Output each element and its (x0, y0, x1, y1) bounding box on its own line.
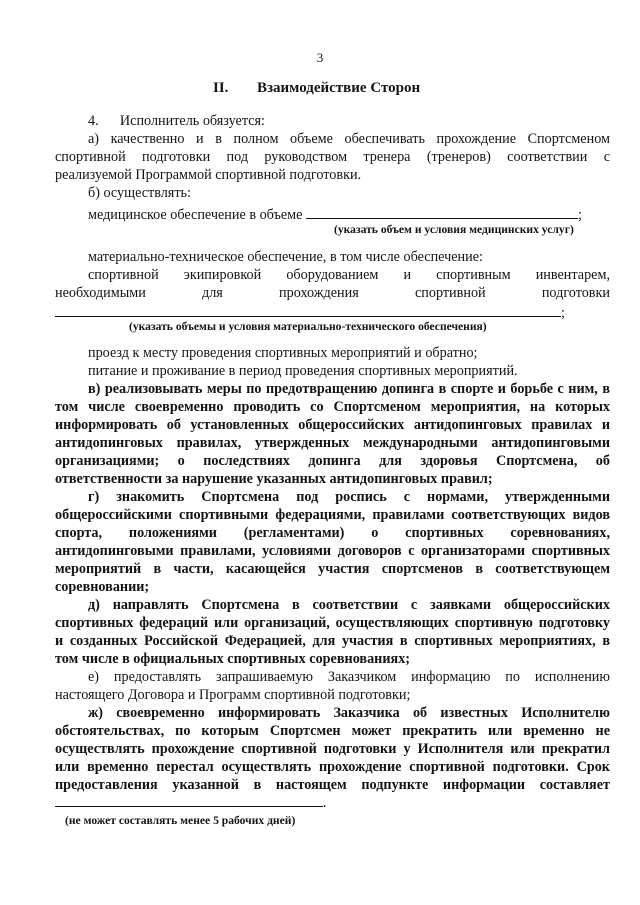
food-lodging-line: питание и проживание в период проведения спортивных мероприятий. (88, 363, 518, 379)
clause-v-line-4: антидопинговых правилах, утвержденных международными антидопинговыми (55, 435, 610, 451)
section-heading (213, 80, 420, 97)
material-support-line-1: спортивной экипировкой оборудованием и спортивным инвентарем, (88, 267, 610, 283)
clause-zh-line-5: предоставления указанной в настоящем подпункте информации составляет (55, 777, 610, 793)
clause-v-line-5: организациями; о последствиях допинга для здоровья Спортсмена, об (55, 453, 610, 469)
clause-v-line-6: ответственности за нарушение указанных антидопинговых правил; (55, 471, 493, 487)
medical-support-blank[interactable] (306, 205, 578, 219)
clause-zh-line-4: или временно перестал осуществлять прохождение спортивной подготовки. Срок (55, 759, 610, 775)
deadline-end: . (323, 795, 327, 811)
clause-4-heading: 4. Исполнитель обязуется: (88, 113, 265, 129)
material-support-caption: (указать объемы и условия материально-технического обеспечения) (129, 320, 487, 333)
clause-zh-line-2: обстоятельствах, по которым Спортсмен может прекратить или временно не (55, 723, 610, 739)
clause-g-line-4: антидопинговыми правилами, условиями договоров с организаторами спортивных (55, 543, 610, 559)
clause-a-line-2: спортивной подготовки под руководством тренера (тренеров) соответствии с (55, 149, 610, 165)
material-support-line-2: необходимыми для прохождения спортивной подготовки (55, 285, 610, 301)
medical-support-label: медицинское обеспечение в объеме (88, 207, 303, 223)
clause-d-line-3: и созданных Российской Федерацией, для участия в спортивных мероприятиях, в (55, 633, 610, 649)
clause-d-line-1: д) направлять Спортсмена в соответствии с заявками общероссийских (88, 597, 610, 613)
clause-zh-line-1: ж) своевременно информировать Заказчика об известных Исполнителю (88, 705, 610, 721)
material-support-blank-line (55, 303, 610, 321)
section-number: II. (213, 80, 229, 96)
clause-d-line-4: том числе в официальных спортивных соревнованиях; (55, 651, 411, 667)
clause-d-line-2: спортивных федераций или организаций, осуществляющих спортивную подготовку (55, 615, 610, 631)
material-support-end: ; (561, 305, 565, 321)
clause-g-line-6: соревновании; (55, 579, 150, 595)
material-support-heading: материально-техническое обеспечение, в том числе обеспечение: (88, 249, 483, 265)
clause-g-line-3: спорта, положениями (регламентами) о спортивных соревнованиях, (55, 525, 610, 541)
clause-v-line-3: информировать об установленных общероссийских антидопинговых правилах и (55, 417, 610, 433)
clause-v-line-2: том числе своевременно проводить со Спортсменом мероприятия, на которых (55, 399, 610, 415)
medical-support-line (88, 205, 610, 223)
clause-b-heading: б) осуществлять: (88, 185, 191, 201)
clause-a-line-3: реализуемой Программой спортивной подготовки. (55, 167, 362, 183)
clause-e-line-2: настоящего Договора и Программ спортивной подготовки; (55, 687, 411, 703)
clause-v-line-1: в) реализовывать меры по предотвращению допинга в спорте и борьбе с ним, в (88, 381, 610, 397)
deadline-caption: (не может составлять менее 5 рабочих дней) (65, 814, 296, 827)
travel-line: проезд к месту проведения спортивных мероприятий и обратно; (88, 345, 478, 361)
medical-support-end: ; (578, 207, 582, 223)
clause-e-line-1: е) предоставлять запрашиваемую Заказчиком информацию по исполнению (88, 669, 610, 685)
clause-g-line-2: общероссийскими спортивными федерациями, правилами соответствующих видов (55, 507, 610, 523)
clause-a-line-1: а) качественно и в полном объеме обеспечивать прохождение Спортсменом (88, 131, 610, 147)
clause-g-line-5: мероприятий в части, касающейся участия спортсменов в соответствующем (55, 561, 610, 577)
clause-zh-line-3: осуществлять прохождение спортивной подготовки у Исполнителя или прекратил (55, 741, 610, 757)
deadline-blank[interactable] (55, 793, 323, 807)
medical-support-caption: (указать объем и условия медицинских услуг) (334, 223, 574, 236)
page-number: 3 (316, 50, 324, 65)
clause-g-line-1: г) знакомить Спортсмена под роспись с нормами, утвержденными (88, 489, 610, 505)
deadline-blank-line (55, 793, 610, 811)
section-title: Взаимодействие Сторон (257, 80, 421, 96)
material-support-blank[interactable] (55, 303, 561, 317)
